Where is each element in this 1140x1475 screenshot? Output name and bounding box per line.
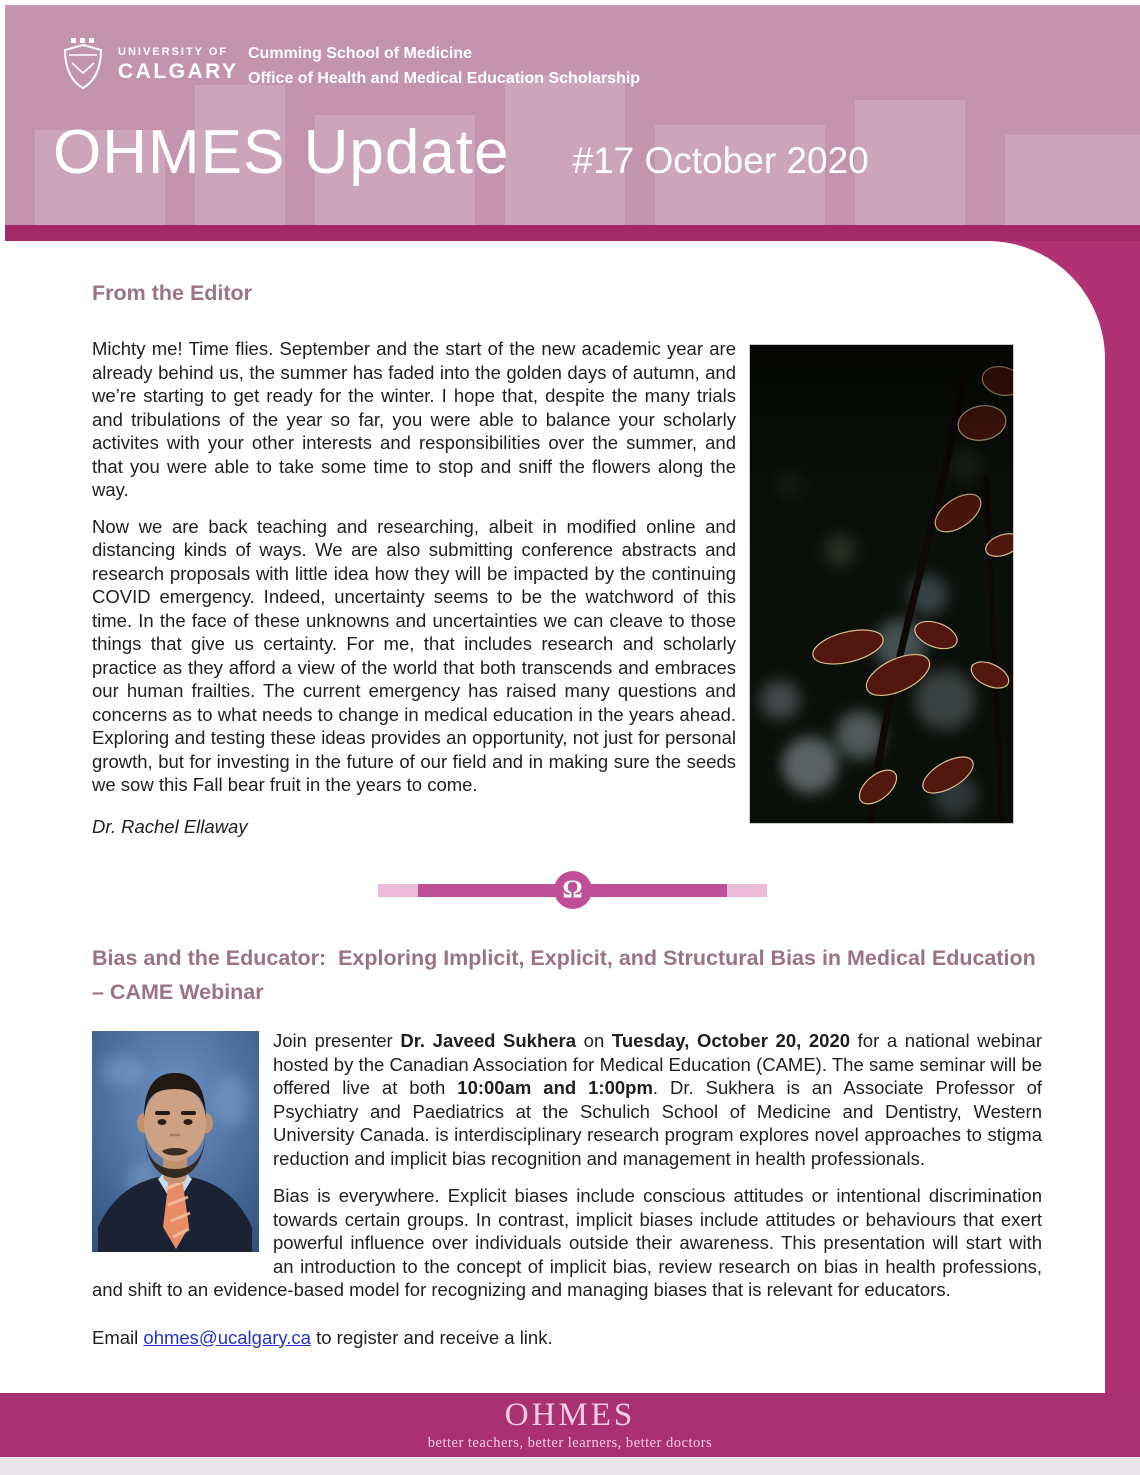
newsletter-title: OHMES Update [53, 118, 510, 187]
newsletter-header [5, 5, 1140, 225]
editor-signature: Dr. Rachel Ellaway [92, 815, 248, 837]
email-link[interactable]: ohmes@ucalgary.ca [143, 1326, 311, 1348]
page-bottom-strip [0, 1457, 1140, 1475]
magenta-divider-band [5, 225, 1140, 241]
editor-paragraph: Now we are back teaching and researching, albeit in modified online and distancing kinds of ways. We are also submitting conference abstracts and research proposals with little idea how they will be impacted by the continuing COVID emergency. Indeed, uncertainty seems to be the watchword of this time. In the face of these unknowns and uncertainties we can cleave to those things that give us certainty. For me, that includes research and scholarly practice as they afford a view of the world that both transcends and embraces our human frailties. The current emergency has raised many questions and concerns as to what needs to change in medical education in the years ahead. Exploring and testing these ideas provides an opportunity, not just for personal growth, but for investing in the future of our field and in making sure the seeds we sow this Fall bear fruit in the years to come. [92, 515, 736, 795]
divider-end [378, 884, 418, 897]
autumn-leaves-photo [750, 345, 1013, 823]
editor-paragraph: Michty me! Time flies. September and the start of the new academic year are already behind us, the summer has faded into the golden days of autumn, and we’re starting to get ready for the winter. I hope that, despite the many trials and tribulations of the year so far, you were able to balance your scholarly activites with your other interests and responsibilities over the summer, and that you were able to take some time to stop and sniff the flowers along the way. [92, 338, 736, 500]
logo-calgary: CALGARY [118, 59, 239, 83]
editor-section-heading: From the Editor [92, 281, 253, 305]
webinar-section-heading: Bias and the Educator: Exploring Implicit, Explicit, and Structural Bias in Medical Education – CAME Webinar [92, 946, 1042, 1004]
editor-text-column [92, 337, 736, 838]
divider-end [727, 884, 767, 897]
school-name: Cumming School of Medicine [248, 45, 473, 62]
webinar-section [92, 941, 1042, 1349]
footer-tagline: better teachers, better learners, better doctors [427, 1434, 713, 1451]
right-border-rail [1105, 241, 1140, 1393]
footer-ohmes-wordmark: OHMES [504, 1396, 636, 1433]
presenter-headshot-photo [92, 1031, 259, 1252]
issue-number: #17 October 2020 [572, 140, 869, 181]
newsletter-footer [0, 1393, 1140, 1457]
webinar-paragraph: Bias is everywhere. Explicit biases include conscious attitudes or intentional discrimination towards certain groups. In contrast, implicit biases include attitudes or behaviours that exert powerful influence over individuals outside their awareness. This presentation will start with an introduction to the concept of implicit bias, review research on bias in health professions, and shift to an evidence-based model for recognizing and managing biases that is relevant for educators. [92, 1185, 1042, 1300]
ucalgary-shield-icon [60, 37, 106, 91]
ucalgary-logo [60, 37, 239, 91]
logo-university-of: UNIVERSITY OF [118, 45, 229, 58]
webinar-paragraph: Join presenter Dr. Javeed Sukhera on Tuesday, October 20, 2020 for a national webinar hosted by the Canadian Association for Medical Education (CAME). The same seminar will be offered live at both 10:00am and 1:00pm. Dr. Sukhera is an Associate Professor of Psychiatry and Paediatrics at the Schulich School of Medicine and Dentistry, Western University Canada. is interdisciplinary research program explores novel approaches to stigma reduction and implicit bias recognition and management in health professionals. [273, 1030, 1043, 1169]
content-sheet [0, 241, 1105, 1393]
section-divider [378, 871, 767, 909]
omega-icon: Ω [554, 871, 592, 909]
email-registration-line: Email ohmes@ucalgary.ca to register and receive a link. [92, 1326, 553, 1348]
office-name: Office of Health and Medical Education Scholarship [248, 70, 641, 87]
